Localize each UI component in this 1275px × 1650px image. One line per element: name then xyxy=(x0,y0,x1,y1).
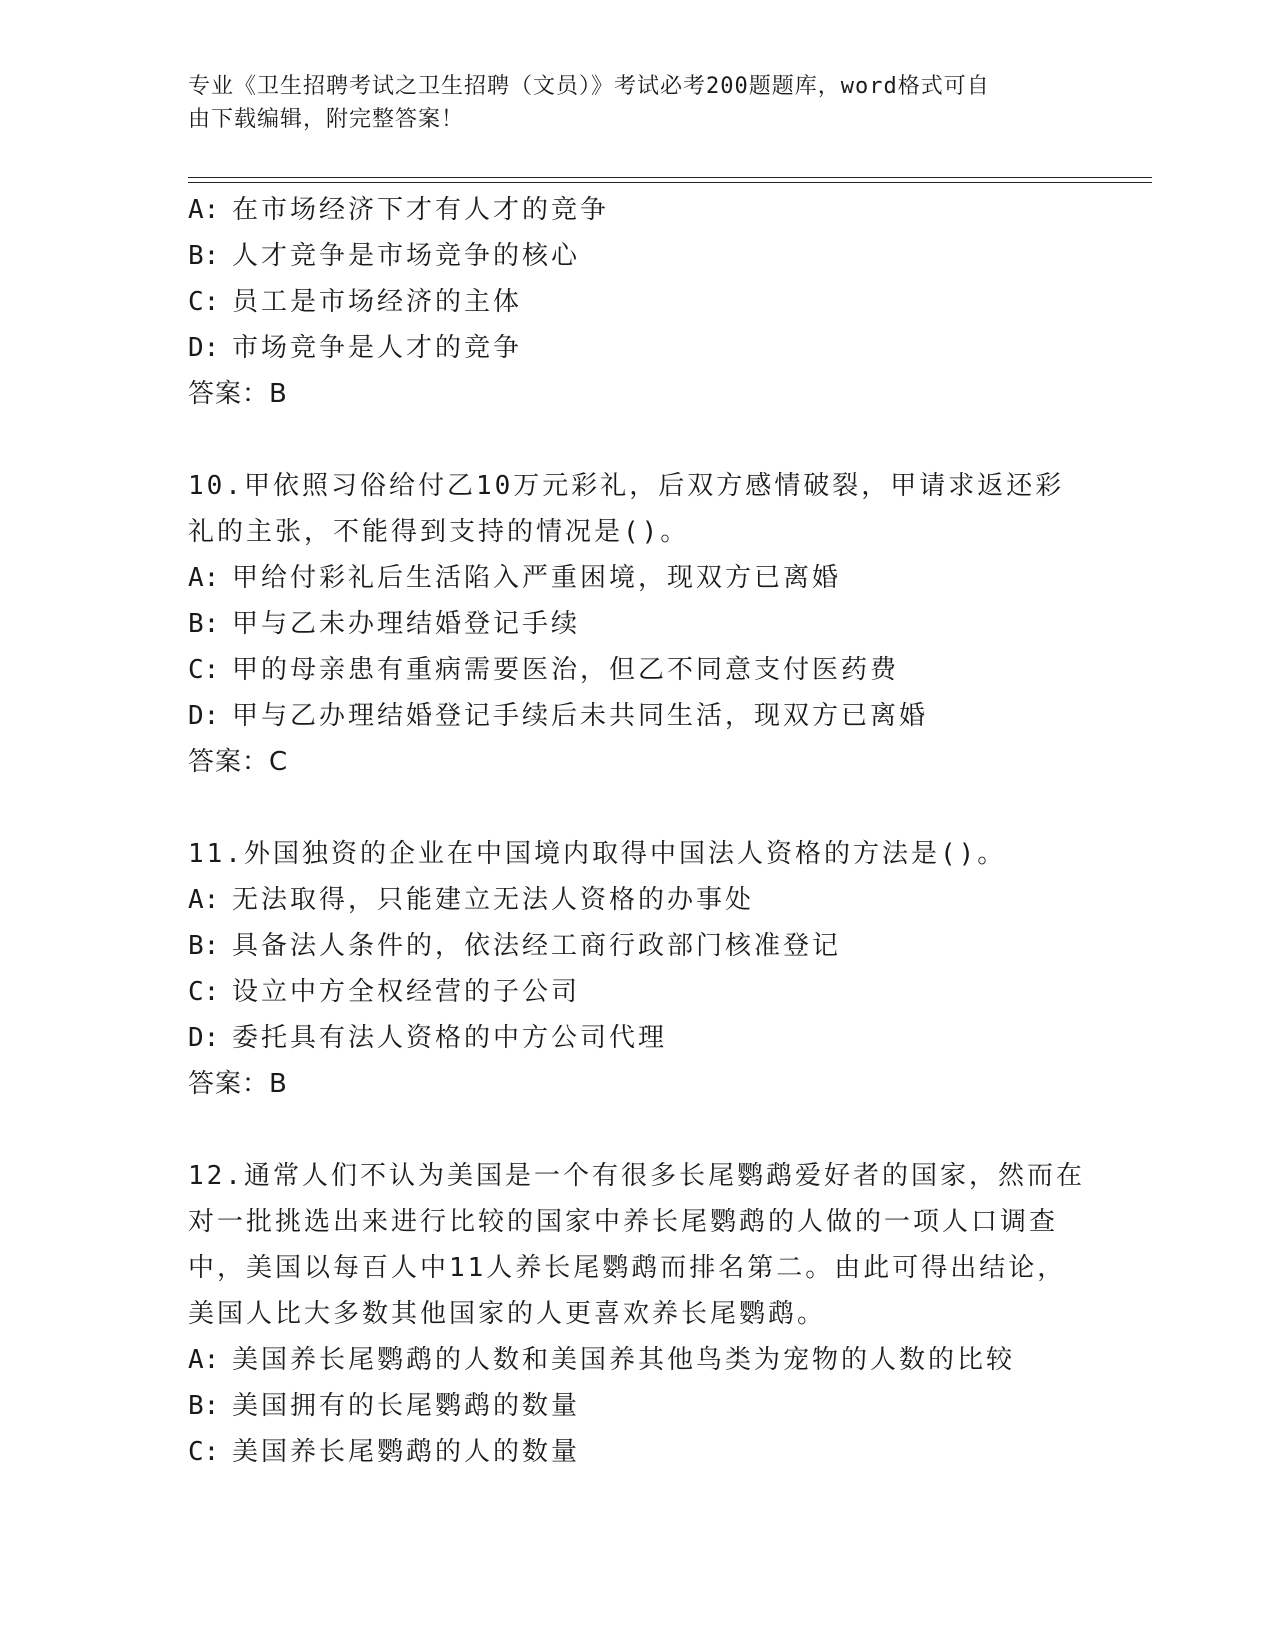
option-b: B: 甲与乙未办理结婚登记手续 xyxy=(188,609,581,639)
question-text-line: 10.甲依照习俗给付乙10万元彩礼，后双方感情破裂，甲请求返还彩 xyxy=(188,471,1065,501)
option-d: D: 委托具有法人资格的中方公司代理 xyxy=(188,1023,668,1053)
option-d: D: 市场竞争是人才的竞争 xyxy=(188,333,523,363)
header-divider-bottom xyxy=(188,182,1152,183)
question-11-block xyxy=(188,831,1088,1107)
answer-line: 答案：C xyxy=(188,747,289,777)
question-text-line: 对一批挑选出来进行比较的国家中养长尾鹦鹉的人做的一项人口调查 xyxy=(188,1207,1059,1237)
question-text-line: 礼的主张，不能得到支持的情况是()。 xyxy=(188,517,690,547)
question-content xyxy=(188,187,1088,1475)
option-c: C: 甲的母亲患有重病需要医治，但乙不同意支付医药费 xyxy=(188,655,900,685)
question-12-block xyxy=(188,1153,1088,1475)
question-text-line: 中，美国以每百人中11人养长尾鹦鹉而排名第二。由此可得出结论， xyxy=(188,1253,1067,1283)
option-c: C: 员工是市场经济的主体 xyxy=(188,287,523,317)
option-a: A: 无法取得，只能建立无法人资格的办事处 xyxy=(188,885,755,915)
answer-line: 答案：B xyxy=(188,379,288,409)
option-b: B: 人才竞争是市场竞争的核心 xyxy=(188,241,581,271)
question-9-block xyxy=(188,187,1088,417)
option-d: D: 甲与乙办理结婚登记手续后未共同生活，现双方已离婚 xyxy=(188,701,929,731)
question-text-line: 美国人比大多数其他国家的人更喜欢养长尾鹦鹉。 xyxy=(188,1299,827,1329)
question-text-line: 12.通常人们不认为美国是一个有很多长尾鹦鹉爱好者的国家，然而在 xyxy=(188,1161,1085,1191)
spacer xyxy=(188,417,1088,463)
header-divider-top xyxy=(188,177,1152,178)
question-text-line: 11.外国独资的企业在中国境内取得中国法人资格的方法是()。 xyxy=(188,839,1007,869)
option-a: A: 美国养长尾鹦鹉的人数和美国养其他鸟类为宠物的人数的比较 xyxy=(188,1345,1016,1375)
option-c: C: 美国养长尾鹦鹉的人的数量 xyxy=(188,1437,581,1467)
header-line-2: 由下载编辑，附完整答案！ xyxy=(188,107,465,132)
option-b: B: 具备法人条件的，依法经工商行政部门核准登记 xyxy=(188,931,842,961)
header-line-1: 专业《卫生招聘考试之卫生招聘（文员）》考试必考200题题库，word格式可自 xyxy=(188,74,990,99)
question-10-block xyxy=(188,463,1088,785)
spacer xyxy=(188,785,1088,831)
option-b: B: 美国拥有的长尾鹦鹉的数量 xyxy=(188,1391,581,1421)
document-header xyxy=(188,70,1068,136)
option-c: C: 设立中方全权经营的子公司 xyxy=(188,977,581,1007)
option-a: A: 甲给付彩礼后生活陷入严重困境，现双方已离婚 xyxy=(188,563,842,593)
option-a: A: 在市场经济下才有人才的竞争 xyxy=(188,195,610,225)
answer-line: 答案：B xyxy=(188,1069,288,1099)
spacer xyxy=(188,1107,1088,1153)
